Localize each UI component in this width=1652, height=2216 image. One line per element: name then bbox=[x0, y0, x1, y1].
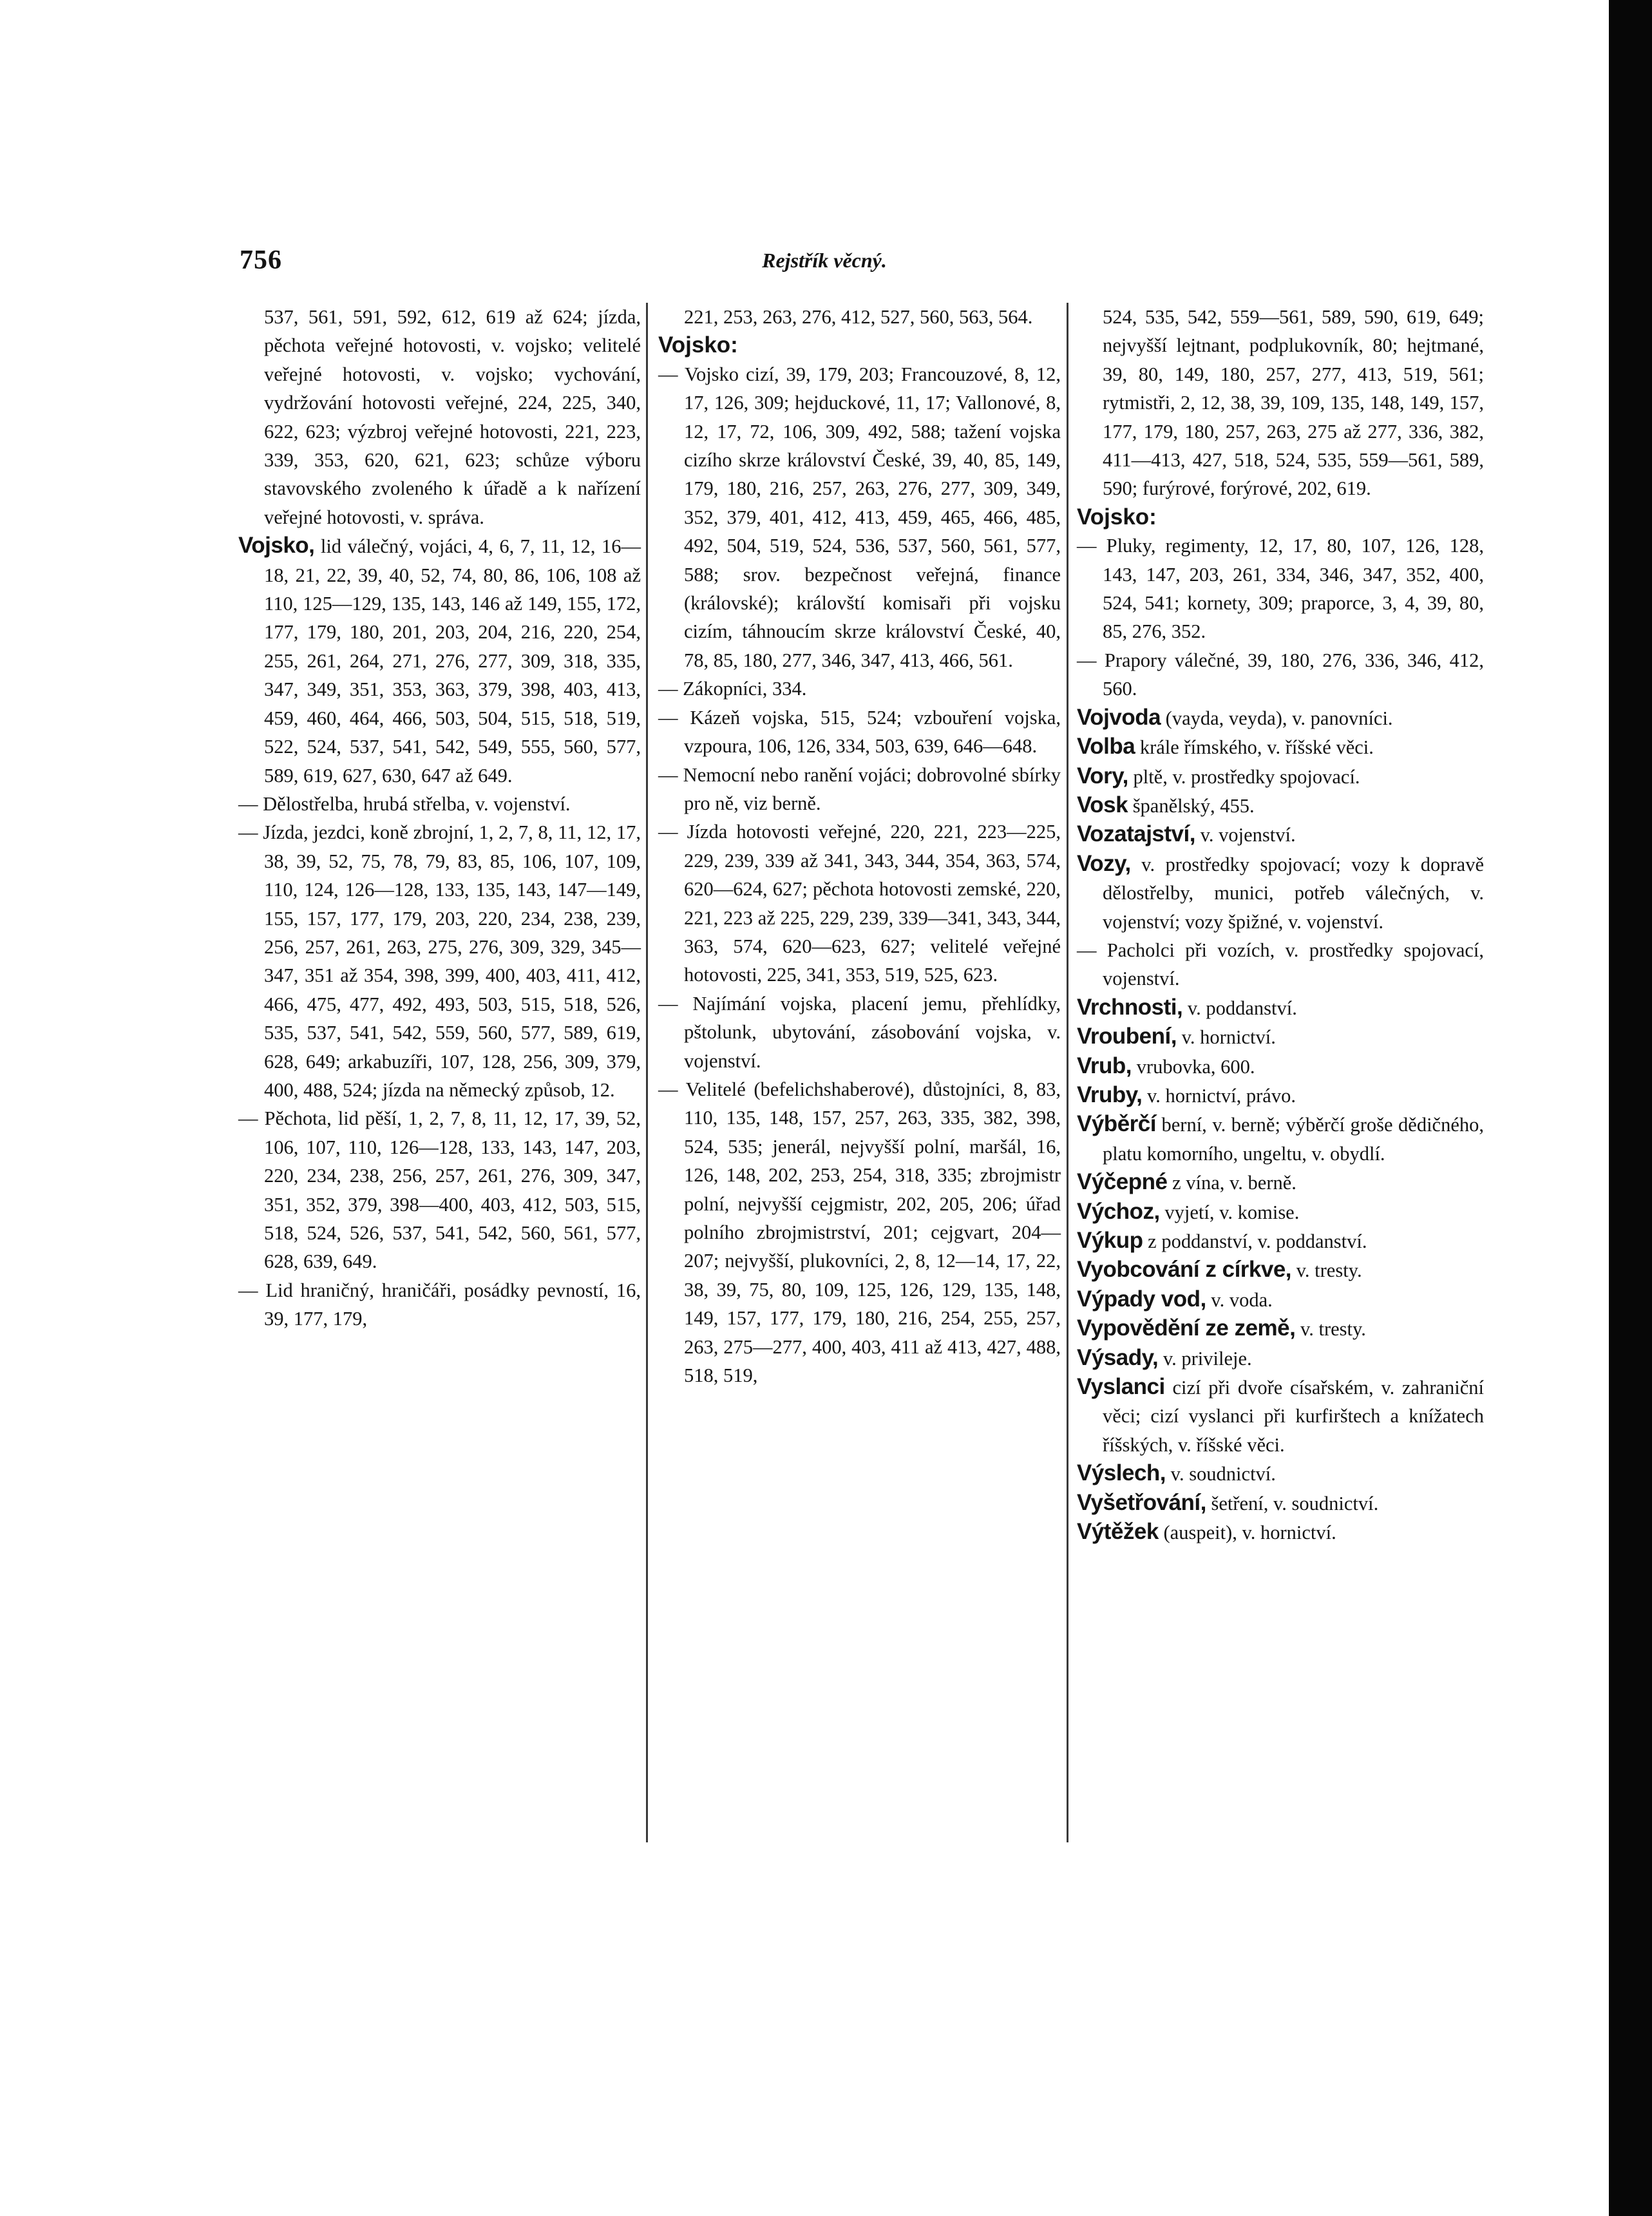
entry-keyword: Vroubení, bbox=[1077, 1024, 1177, 1049]
entry-text: španělský, 455. bbox=[1128, 794, 1255, 817]
entry-keyword: Volba bbox=[1077, 734, 1135, 759]
entry-keyword: Výchoz, bbox=[1077, 1198, 1160, 1224]
index-entry-vyslanci bbox=[1077, 1373, 1484, 1459]
entry-text: krále římského, v. říšské věci. bbox=[1135, 736, 1374, 759]
page-number: 756 bbox=[240, 245, 282, 275]
entry-text: pltě, v. prostředky spojovací. bbox=[1128, 765, 1360, 788]
column-rule-2 bbox=[1067, 303, 1068, 1842]
index-entry-vosk bbox=[1077, 791, 1484, 820]
index-entry-vrub bbox=[1077, 1052, 1484, 1081]
index-entry-vory bbox=[1077, 762, 1484, 791]
entry-keyword: Vyobcování z církve, bbox=[1077, 1257, 1292, 1283]
entry-text: z vína, v. berně. bbox=[1167, 1172, 1296, 1194]
entry-keyword: Vory, bbox=[1077, 763, 1128, 788]
index-entry-vojsko bbox=[238, 531, 641, 790]
subentry-delostrelba: — Dělostřelba, hrubá střelba, v. vojenství. bbox=[238, 792, 571, 815]
entry-text: (auspeit), v. hornictví. bbox=[1158, 1522, 1336, 1544]
index-entry-vypovedeni bbox=[1077, 1314, 1484, 1343]
index-entry-vyobcovani bbox=[1077, 1256, 1484, 1285]
entry-keyword: Vojvoda bbox=[1077, 704, 1161, 730]
index-continuation: 221, 253, 263, 276, 412, 527, 560, 563, 564. bbox=[684, 306, 1033, 328]
entry-keyword: Vozy, bbox=[1077, 850, 1131, 876]
column-rule-1 bbox=[646, 303, 648, 1842]
index-entry-vykup bbox=[1077, 1227, 1484, 1256]
entry-text: v. tresty. bbox=[1291, 1259, 1362, 1282]
entry-keyword: Vyšetřování, bbox=[1077, 1489, 1206, 1515]
subentry-nemocni: — Nemocní nebo ranění vojáci; dobrovolné sbírky pro ně, viz berně. bbox=[658, 763, 1061, 814]
entry-text: lid válečný, vojáci, 4, 6, 7, 11, 12, 16—18, 21, 22, 39, 40, 52, 74, 80, 86, 106, 108 až 110, 125—129, 135, 143, 146 až 149, 155, 172, 177, 179, 180, 201, 203, 204, 216, 220, 254, 255, 261, 264, 271, 276, 277, 309, 318, 335, 347, 349, 351, 353, 363, 379, 398, 403, 413, 459, 460, 464, 466, 503, 504, 515, 518, 519, 522, 524, 537, 541, 542, 549, 555, 560, 577, 589, 619, 627, 630, 647 až 649. bbox=[264, 535, 641, 787]
entry-text: v. hornictví, právo. bbox=[1142, 1084, 1296, 1107]
entry-keyword: Výtěžek bbox=[1077, 1519, 1159, 1545]
entry-keyword: Výpady vod, bbox=[1077, 1286, 1206, 1312]
entry-text: v. soudnictví. bbox=[1166, 1463, 1276, 1485]
entry-keyword: Vrub, bbox=[1077, 1053, 1132, 1078]
index-entry-vysady bbox=[1077, 1344, 1484, 1373]
subentry-pechota: — Pěchota, lid pěší, 1, 2, 7, 8, 11, 12, 17, 39, 52, 106, 107, 110, 126—128, 133, 143, 147, 203, 220, 234, 238, 256, 257, 261, 276, 309, 347, 351, 352, 379, 398—400, 403, 412, 503, 515, 518, 524, 526, 537, 541, 542, 560, 561, 577, 628, 639, 649. bbox=[238, 1107, 641, 1273]
index-entry-vozy bbox=[1077, 850, 1484, 936]
index-continuation: 537, 561, 591, 592, 612, 619 až 624; jízda, pěchota veřejné hotovosti, v. vojsko; velitelé veřejné hotovosti, v. vojsko; vychování, vydržování hotovosti veřejné, 224, 225, 340, 622, 623; výzbroj veřejné hotovosti, 221, 223, 339, 353, 620, 621, 623; schůze výboru stavovského zvoleného k úřadě a k nařízení veřejné hotovosti, v. správa. bbox=[264, 306, 641, 528]
entry-keyword: Výběrčí bbox=[1077, 1111, 1156, 1137]
entry-keyword: Vrchnosti, bbox=[1077, 994, 1183, 1020]
subentry-pluky: — Pluky, regimenty, 12, 17, 80, 107, 126, 128, 143, 147, 203, 261, 334, 346, 347, 352, 400, 524, 541; kornety, 309; praporce, 3, 4, 39, 80, 85, 276, 352. bbox=[1077, 535, 1484, 643]
entry-keyword: Vosk bbox=[1077, 792, 1128, 817]
index-entry-vychoz bbox=[1077, 1198, 1484, 1227]
index-entry-vozatajstvi bbox=[1077, 820, 1484, 849]
subentry-prapory: — Prapory válečné, 39, 180, 276, 336, 346, 412, 560. bbox=[1077, 649, 1484, 700]
entry-keyword: Vyslanci bbox=[1077, 1374, 1165, 1400]
entry-text: z poddanství, v. poddanství. bbox=[1143, 1230, 1367, 1252]
entry-text: vyjetí, v. komise. bbox=[1159, 1201, 1300, 1223]
entry-text: (vayda, veyda), v. panovníci. bbox=[1161, 707, 1393, 729]
entry-text: šetření, v. soudnictví. bbox=[1206, 1492, 1379, 1514]
entry-text: v. privileje. bbox=[1158, 1347, 1252, 1370]
entry-text: v. hornictví. bbox=[1176, 1026, 1276, 1049]
index-heading-vojsko: Vojsko: bbox=[658, 332, 738, 358]
entry-keyword: Výslech, bbox=[1077, 1460, 1166, 1486]
subentry-lid-hranicny: — Lid hraničný, hraničáři, posádky pevností, 16, 39, 177, 179, bbox=[238, 1279, 641, 1330]
entry-keyword: Výkup bbox=[1077, 1228, 1143, 1253]
index-continuation: 524, 535, 542, 559—561, 589, 590, 619, 649; nejvyšší lejtnant, podplukovník, 80; hejtmané, 39, 80, 149, 180, 257, 277, 413, 519, 561; rytmistři, 2, 12, 38, 39, 109, 135, 148, 149, 157, 177, 179, 180, 257, 263, 275 až 277, 336, 382, 411—413, 427, 518, 524, 535, 559—561, 589, 590; furýrové, forýrové, 202, 619. bbox=[1103, 306, 1484, 500]
index-entry-vruby bbox=[1077, 1081, 1484, 1110]
index-entry-vypady-vod bbox=[1077, 1285, 1484, 1314]
index-entry-vrchnosti bbox=[1077, 993, 1484, 1022]
subentry-pacholci: — Pacholci při vozích, v. prostředky spojovací, vojenství. bbox=[1077, 939, 1484, 990]
subentry-velitele: — Velitelé (befelichshaberové), důstojníci, 8, 83, 110, 135, 148, 157, 257, 263, 335, 382, 398, 524, 535; jenerál, nejvyšší polní, maršál, 16, 126, 148, 202, 253, 254, 318, 335; zbrojmistr polní, nejvyšší cejgmistr, 202, 205, 206; úřad polního zbrojmistrství, 201; cejgvart, 204—207; nejvyšší, plukovníci, 2, 8, 12—14, 17, 22, 38, 39, 75, 80, 109, 125, 126, 129, 135, 148, 149, 157, 177, 179, 180, 216, 254, 255, 257, 263, 275—277, 400, 403, 411 až 413, 427, 488, 518, 519, bbox=[658, 1078, 1061, 1387]
index-entry-vyslech bbox=[1077, 1459, 1484, 1488]
entry-keyword: Vruby, bbox=[1077, 1082, 1143, 1107]
subentry-vojsko-cizi: — Vojsko cizí, 39, 179, 203; Francouzové, 8, 12, 17, 126, 309; hejduckové, 11, 17; Vallonové, 8, 12, 17, 72, 106, 309, 492, 588; tažení vojska cizího skrze království České, 39, 40, 85, 149, 179, 180, 216, 257, 263, 276, 277, 309, 349, 352, 379, 401, 412, 413, 459, 465, 466, 485, 492, 504, 519, 524, 536, 537, 560, 561, 577, 588; srov. bezpečnost veřejná, finance (královské); královští komisaři při vojsku cizím, táhnoucím skrze království České, 40, 78, 85, 180, 277, 346, 347, 413, 466, 561. bbox=[658, 363, 1061, 671]
entry-keyword: Výsady, bbox=[1077, 1344, 1159, 1370]
subentry-najimani: — Najímání vojska, placení jemu, přehlídky, pštolunk, ubytování, zásobování vojska, v. vojenství. bbox=[658, 992, 1061, 1072]
entry-text: v. poddanství. bbox=[1182, 997, 1297, 1019]
scan-edge bbox=[1609, 0, 1652, 2216]
entry-keyword: Výčepné bbox=[1077, 1169, 1168, 1195]
entry-keyword: Vozatajství, bbox=[1077, 821, 1195, 847]
index-column-2 bbox=[658, 303, 1061, 1390]
index-entry-vyberci bbox=[1077, 1110, 1484, 1168]
index-column-1 bbox=[238, 303, 641, 1333]
entry-text: vrubovka, 600. bbox=[1132, 1055, 1255, 1078]
subentry-jizda: — Jízda, jezdci, koně zbrojní, 1, 2, 7, 8, 11, 12, 17, 38, 39, 52, 75, 78, 79, 83, 85, 106, 107, 109, 110, 124, 126—128, 133, 135, 143, 147—149, 155, 157, 177, 179, 203, 220, 234, 238, 239, 256, 257, 261, 263, 275, 276, 309, 329, 345—347, 351 až 354, 398, 399, 400, 403, 411, 412, 466, 475, 477, 492, 493, 503, 515, 518, 526, 535, 537, 541, 542, 559, 560, 577, 589, 619, 628, 649; arkabuzíři, 107, 128, 256, 309, 379, 400, 488, 524; jízda na německý způsob, 12. bbox=[238, 821, 641, 1101]
entry-text: v. vojenství. bbox=[1195, 824, 1296, 846]
subentry-kazen: — Kázeň vojska, 515, 524; vzbouření vojska, vzpoura, 106, 126, 334, 503, 639, 646—648. bbox=[658, 706, 1061, 758]
index-column-3 bbox=[1077, 303, 1484, 1547]
entry-text: berní, v. berně; výběrčí groše dědičného, platu komorního, ungeltu, v. obydlí. bbox=[1103, 1114, 1484, 1165]
index-entry-volba bbox=[1077, 732, 1484, 761]
entry-text: cizí při dvoře císařském, v. zahraniční věci; cizí vyslanci při kurfirštech a knížatech říšských, v. říšské věci. bbox=[1103, 1377, 1484, 1456]
index-entry-vroubeni bbox=[1077, 1022, 1484, 1051]
running-head: Rejstřík věcný. bbox=[762, 249, 887, 272]
entry-text: v. voda. bbox=[1206, 1288, 1273, 1311]
entry-text: v. tresty. bbox=[1295, 1318, 1366, 1341]
index-entry-vytezek bbox=[1077, 1518, 1484, 1547]
subentry-jizda-hotovosti: — Jízda hotovosti veřejné, 220, 221, 223—225, 229, 239, 339 až 341, 343, 344, 354, 363, 574, 620—624, 627; pěchota hotovosti zemské, 220, 221, 223 až 225, 229, 239, 339—341, 343, 344, 363, 574, 620—623, 627; velitelé veřejné hotovosti, 225, 341, 353, 519, 525, 623. bbox=[658, 821, 1061, 986]
index-entry-vycepne bbox=[1077, 1168, 1484, 1197]
entry-keyword: Vojsko, bbox=[238, 533, 315, 559]
entry-keyword: Vypovědění ze země, bbox=[1077, 1315, 1296, 1341]
index-entry-vysetrovani bbox=[1077, 1489, 1484, 1518]
index-heading-vojsko: Vojsko: bbox=[1077, 504, 1157, 530]
entry-text: v. prostředky spojovací; vozy k dopravě dělostřelby, munici, potřeb válečných, v. vojenství; vozy špižné, v. vojenství. bbox=[1103, 853, 1484, 933]
index-entry-vojvoda bbox=[1077, 703, 1484, 732]
subentry-zakopnici: — Zákopníci, 334. bbox=[658, 678, 807, 700]
